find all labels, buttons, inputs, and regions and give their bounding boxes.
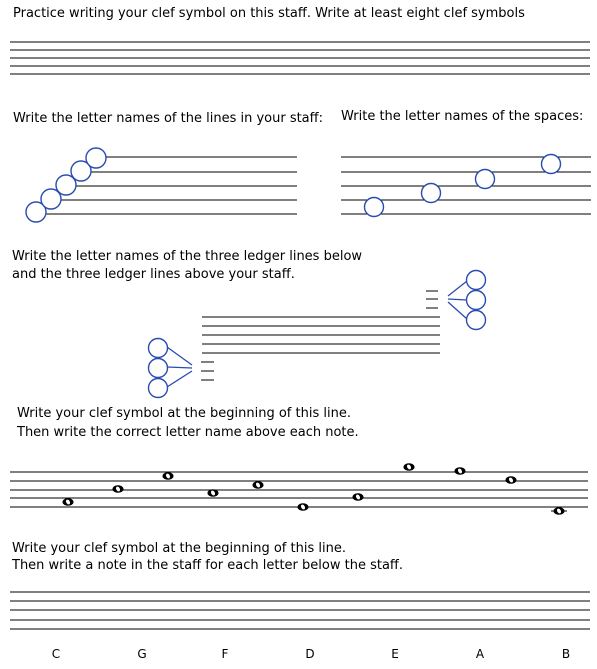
- whole-note: [553, 507, 564, 515]
- ledger-staff: [202, 317, 440, 353]
- ledger-below-answer-circle: [149, 379, 168, 398]
- ledger-below-pointers: [167, 347, 192, 387]
- space-answer-circle: [422, 184, 441, 203]
- write-notes-instruction-line1: Write your clef symbol at the beginning of this line.: [12, 541, 346, 556]
- spaces-instruction: Write the letter names of the spaces:: [341, 109, 584, 124]
- ledger-above-answer-circle: [467, 271, 486, 290]
- whole-note: [162, 472, 173, 480]
- note-letter-label: C: [51, 647, 61, 661]
- note-letter-label: E: [391, 647, 399, 661]
- whole-note: [207, 489, 218, 497]
- notes-instruction-line1: Write your clef symbol at the beginning of this line.: [17, 406, 351, 421]
- write-notes-staff[interactable]: [10, 592, 590, 629]
- whole-note: [403, 463, 414, 471]
- note-letter-label: D: [305, 647, 315, 661]
- ledger-instruction-line2: and the three ledger lines above your staff.: [12, 267, 295, 282]
- ledger-above-answer-circle: [467, 291, 486, 310]
- ledger-above-answer-circle: [467, 311, 486, 330]
- note-letter-label: G: [137, 647, 147, 661]
- whole-note: [62, 498, 73, 506]
- write-notes-instruction-line2: Then write a note in the staff for each letter below the staff.: [12, 558, 404, 573]
- whole-note: [454, 467, 465, 475]
- note-letter-label: A: [475, 647, 485, 661]
- whole-note: [505, 476, 516, 484]
- ledger-lines-above: [426, 291, 438, 308]
- ledger-lines-below: [201, 362, 214, 380]
- lines-instruction: Write the letter names of the lines in your staff:: [13, 111, 323, 126]
- ledger-instruction-line1: Write the letter names of the three ledger lines below: [12, 249, 363, 264]
- note-letter-label: F: [221, 647, 229, 661]
- ledger-above-circles[interactable]: [467, 271, 486, 330]
- note-letter-label: B: [561, 647, 571, 661]
- clef-practice-staff[interactable]: [10, 42, 590, 74]
- space-answer-circle: [542, 155, 561, 174]
- clef-practice-instruction: Practice writing your clef symbol on this staff. Write at least eight clef symbols: [13, 6, 525, 21]
- whole-note: [252, 481, 263, 489]
- whole-note: [112, 485, 123, 493]
- space-answer-circle: [476, 170, 495, 189]
- space-answer-circle: [365, 198, 384, 217]
- lines-answer-circles[interactable]: [26, 148, 106, 222]
- ledger-above-pointers: [448, 281, 467, 319]
- ledger-below-circles[interactable]: [149, 339, 168, 398]
- note-ledger-lines: [295, 507, 567, 511]
- whole-note: [297, 503, 308, 511]
- line-answer-circle: [86, 148, 106, 168]
- ledger-below-answer-circle: [149, 359, 168, 378]
- ledger-below-answer-circle: [149, 339, 168, 358]
- notes-instruction-line2: Then write the correct letter name above each note.: [17, 425, 359, 440]
- notes-staff[interactable]: [10, 472, 588, 507]
- whole-note: [352, 493, 363, 501]
